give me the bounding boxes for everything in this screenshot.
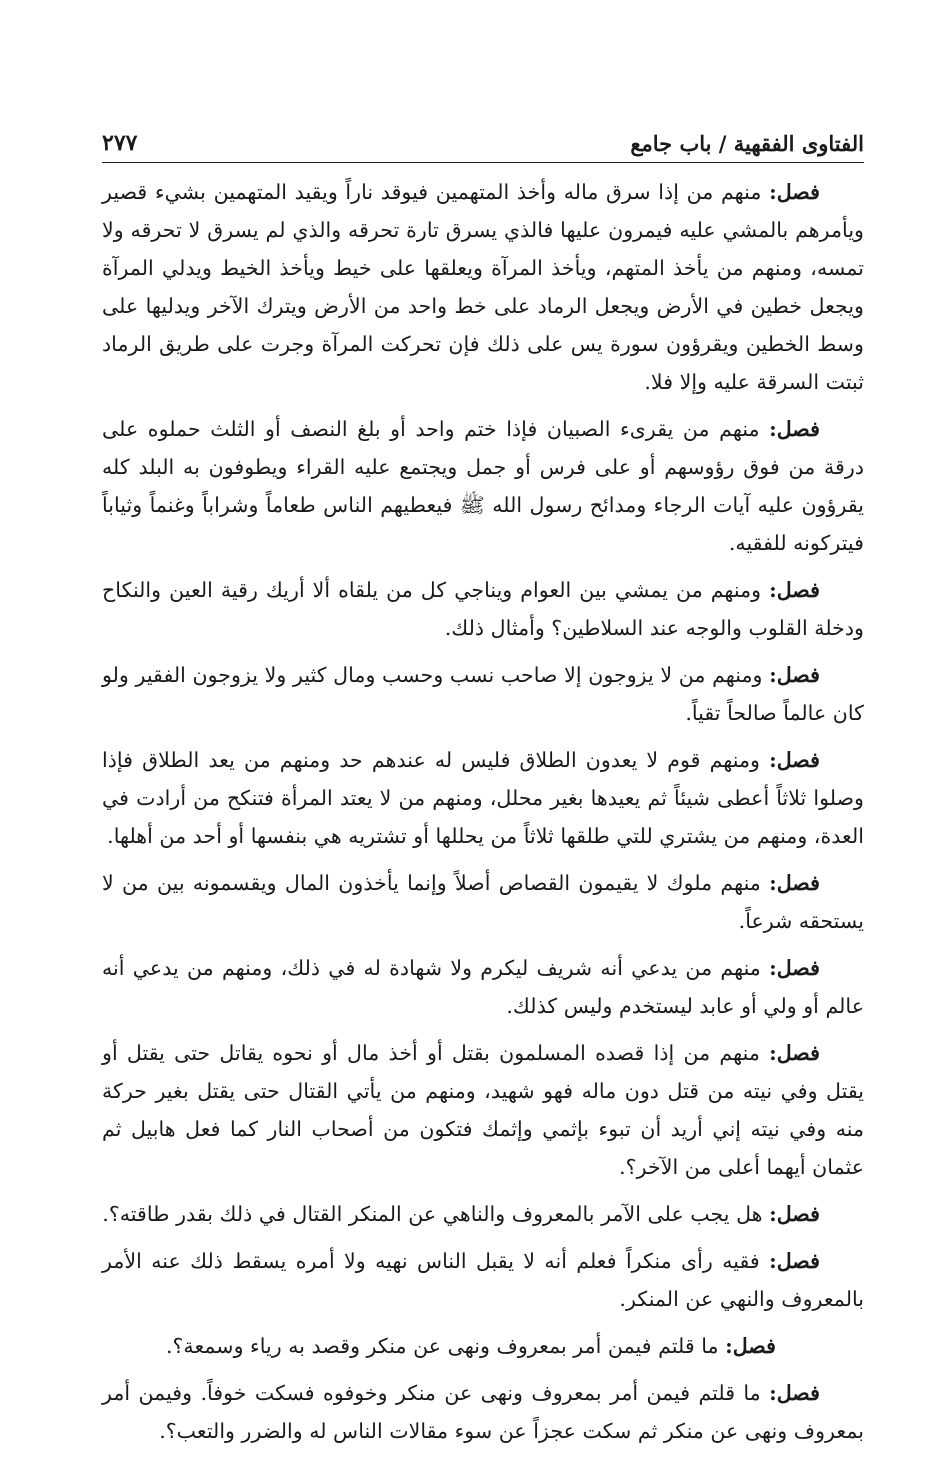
section-marker: فصل: <box>769 1041 820 1065</box>
paragraph-7 <box>102 949 864 1025</box>
paragraph-9 <box>102 1195 864 1233</box>
body-text <box>102 173 864 1450</box>
section-marker: فصل: <box>769 1202 820 1226</box>
paragraph-11 <box>102 1327 864 1365</box>
section-marker: فصل: <box>769 1381 820 1405</box>
book-page <box>102 110 864 1459</box>
paragraph-text: منهم من إذا سرق ماله وأخذ المتهمين فيوقد ناراً ويقيد المتهمين بشيء قصير ويأمرهم بالمشي عليه فيمرون عليها فالذي يسرق تارة تحرقه والذي لم يسرق لا تحرقه ولا تمسه، ومنهم من يأخذ المتهم، ويأخذ المرآة ويعلقها على خيط ويأخذ الخيط ويدلي المرآة ويجعل خطين في الأرض ويجعل الرماد على خط واحد من الأرض ويترك الآخر ويدليها على وسط الخطين ويقرؤون سورة يس على ذلك فإن تحركت المرآة وجرت على طريق الرماد ثبتت السرقة عليه وإلا فلا. <box>102 180 864 394</box>
page-header <box>102 110 864 163</box>
paragraph-12 <box>102 1374 864 1450</box>
paragraph-6 <box>102 864 864 940</box>
paragraph-text: ما قلتم فيمن أمر بمعروف ونهى عن منكر وخوفوه فسكت خوفاً. وفيمن أمر بمعروف ونهى عن منكر ثم سكت عجزاً عن سوء مقالات الناس له والضرر والتعب؟. <box>102 1381 864 1443</box>
section-marker: فصل: <box>769 578 820 602</box>
section-marker: فصل: <box>769 180 820 204</box>
paragraph-text: منهم من إذا قصده المسلمون بقتل أو أخذ مال أو نحوه يقاتل حتى يقتل أو يقتل وفي نيته من قتل دون ماله فهو شهيد، ومنهم من يأتي القتال حتى يقتل بغير حركة منه وفي نيته إني أريد أن تبوء بإثمي وإثمك فتكون من أصحاب النار كما فعل هابيل ثم عثمان أيهما أعلى من الآخر؟. <box>102 1041 864 1179</box>
section-marker: فصل: <box>725 1334 776 1358</box>
paragraph-text: منهم من يدعي أنه شريف ليكرم ولا شهادة له في ذلك، ومنهم من يدعي أنه عالم أو ولي أو عابد ليستخدم وليس كذلك. <box>102 956 864 1018</box>
paragraph-text: ومنهم من لا يزوجون إلا صاحب نسب وحسب ومال كثير ولا يزوجون الفقير ولو كان عالماً صالحاً تقياً. <box>102 663 864 725</box>
paragraph-10 <box>102 1242 864 1318</box>
section-marker: فصل: <box>769 871 820 895</box>
running-head: الفتاوى الفقهية / باب جامع <box>630 131 864 156</box>
paragraph-text: ما قلتم فيمن أمر بمعروف ونهى عن منكر وقصد به رياء وسمعة؟. <box>165 1334 726 1358</box>
paragraph-text: ومنهم من يمشي بين العوام ويناجي كل من يلقاه ألا أريك رقية العين والنكاح ودخلة القلوب والوجه عند السلاطين؟ وأمثال ذلك. <box>102 578 864 640</box>
paragraph-4 <box>102 656 864 732</box>
paragraph-text: فقيه رأى منكراً فعلم أنه لا يقبل الناس نهيه ولا أمره يسقط ذلك عنه الأمر بالمعروف والنهي عن المنكر. <box>102 1249 864 1311</box>
section-marker: فصل: <box>769 956 820 980</box>
paragraph-text: منهم من يقرىء الصبيان فإذا ختم واحد أو بلغ النصف أو الثلث حملوه على درقة من فوق رؤوسهم أو على فرس أو جمل ويجتمع عليه القراء ويطوفون به البلد كله يقرؤون عليه آيات الرجاء ومدائح رسول الله ﷺ فيعطيهم الناس طعاماً وشراباً وغنماً وثياباً فيتركونه للفقيه. <box>102 417 864 555</box>
paragraph-5 <box>102 741 864 855</box>
paragraph-text: ومنهم قوم لا يعدون الطلاق فليس له عندهم حد ومنهم من يعد الطلاق فإذا وصلوا ثلاثاً أعطى شيئاً ثم يعيدها بغير محلل، ومنهم من لا يعتد المرأة فتنكح من أرادت في العدة، ومنهم من يشتري للتي طلقها ثلاثاً من يحللها أو تشتريه هي بنفسها أو أحد من أهلها. <box>102 748 864 848</box>
paragraph-text: هل يجب على الآمر بالمعروف والناهي عن المنكر القتال في ذلك بقدر طاقته؟. <box>102 1202 770 1226</box>
section-marker: فصل: <box>769 663 820 687</box>
paragraph-8 <box>102 1034 864 1186</box>
paragraph-1 <box>102 173 864 401</box>
paragraph-text: منهم ملوك لا يقيمون القصاص أصلاً وإنما يأخذون المال ويقسمونه بين من لا يستحقه شرعاً. <box>102 871 864 933</box>
section-marker: فصل: <box>769 1249 820 1273</box>
section-marker: فصل: <box>769 748 820 772</box>
page-number: ٢٧٧ <box>102 130 138 156</box>
section-marker: فصل: <box>769 417 820 441</box>
paragraph-3 <box>102 571 864 647</box>
paragraph-2 <box>102 410 864 562</box>
